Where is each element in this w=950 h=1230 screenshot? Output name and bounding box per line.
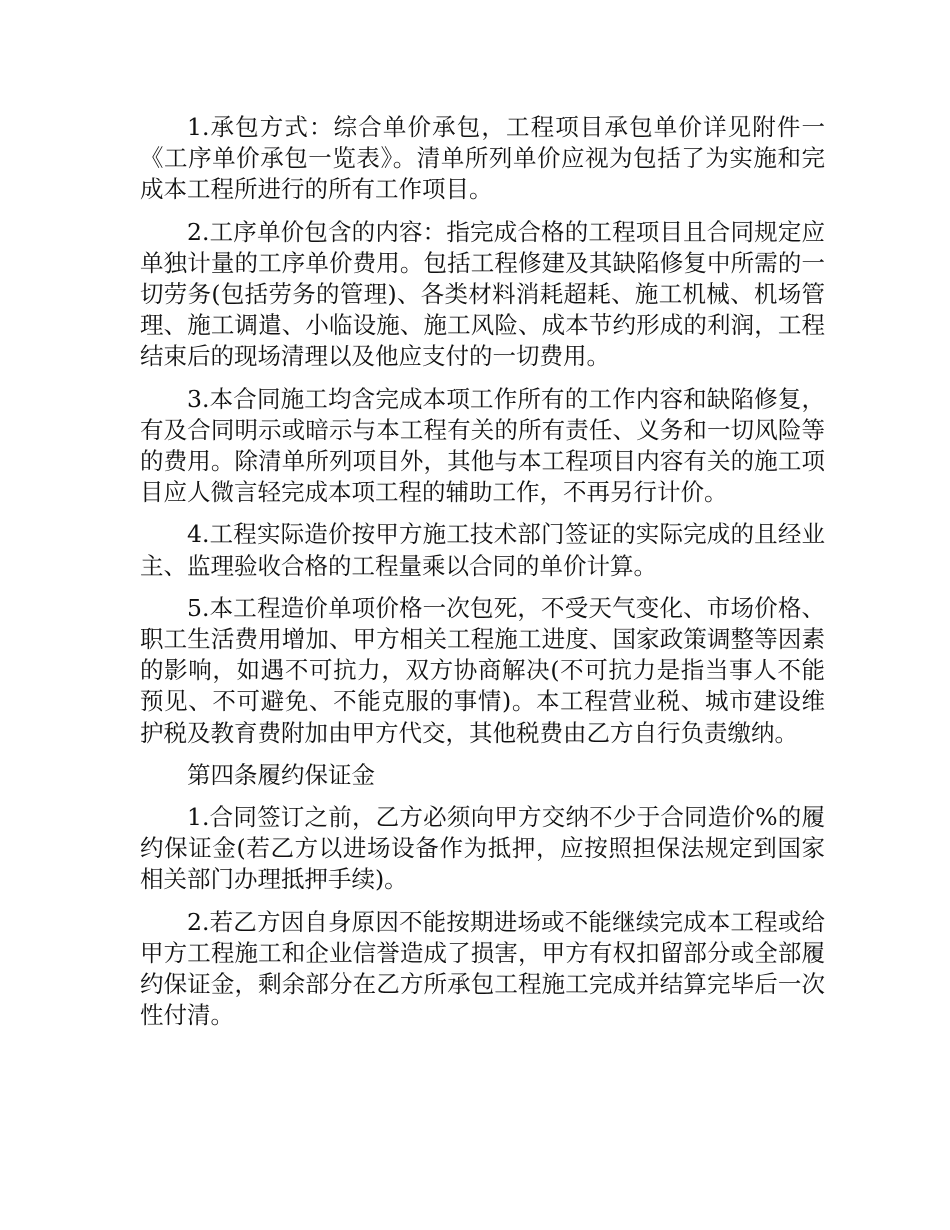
deposit-paragraph-2: 2.若乙方因自身原因不能按期进场或不能继续完成本工程或给甲方工程施工和企业信誉造成了损害，甲方有权扣留部分或全部履约保证金，剩余部分在乙方所承包工程施工完成并结算完毕后一次性付清。 [140, 907, 825, 1030]
clause-paragraph-5: 5.本工程造价单项价格一次包死，不受天气变化、市场价格、职工生活费用增加、甲方相关工程施工进度、国家政策调整等因素的影响，如遇不可抗力，双方协商解决(不可抗力是指当事人不能预见、不可避免、不能克服的事情)。本工程营业税、城市建设维护税及教育费附加由甲方代交，其他税费由乙方自行负责缴纳。 [140, 593, 825, 747]
clause-paragraph-1: 1.承包方式：综合单价承包，工程项目承包单价详见附件一《工序单价承包一览表》。清单所列单价应视为包括了为实施和完成本工程所进行的所有工作项目。 [140, 113, 825, 204]
document-page [140, 112, 825, 1042]
section-heading: 第四条履约保证金 [187, 760, 375, 789]
clause-paragraph-3: 3.本合同施工均含完成本项工作所有的工作内容和缺陷修复，有及合同明示或暗示与本工程有关的所有责任、义务和一切风险等的费用。除清单所列项目外，其他与本工程项目内容有关的施工项目应人微言轻完成本项工程的辅助工作，不再另行计价。 [140, 384, 825, 507]
clause-paragraph-2: 2.工序单价包含的内容：指完成合格的工程项目且合同规定应单独计量的工序单价费用。包括工程修建及其缺陷修复中所需的一切劳务(包括劳务的管理)、各类材料消耗超耗、施工机械、机场管理、施工调遣、小临设施、施工风险、成本节约形成的利润，工程结束后的现场清理以及他应支付的一切费用。 [140, 217, 825, 371]
deposit-paragraph-1: 1.合同签订之前，乙方必须向甲方交纳不少于合同造价%的履约保证金(若乙方以进场设备作为抵押，应按照担保法规定到国家相关部门办理抵押手续)。 [140, 803, 825, 894]
clause-paragraph-4: 4.工程实际造价按甲方施工技术部门签证的实际完成的且经业主、监理验收合格的工程量乘以合同的单价计算。 [140, 520, 825, 580]
